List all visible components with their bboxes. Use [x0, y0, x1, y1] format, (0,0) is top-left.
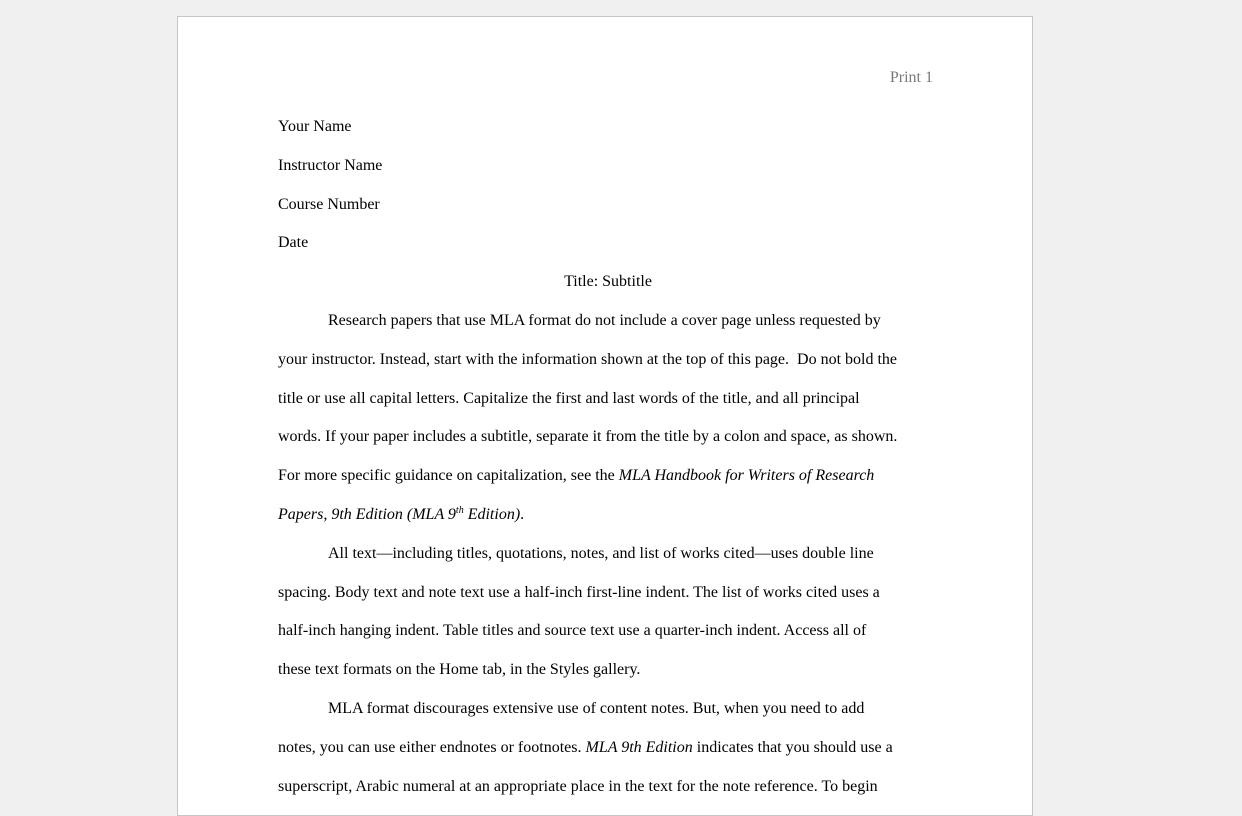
paragraph-line [278, 466, 938, 505]
document-body[interactable] [278, 117, 938, 815]
text-run: indicates that you should use a [692, 738, 893, 756]
text-run: For more specific guidance on capitalization, see the [278, 467, 619, 485]
course-number: Course Number [278, 195, 380, 213]
paragraph-line: Research papers that use MLA format do not include a cover page unless requested by [328, 311, 881, 329]
text-run: Edition) [463, 505, 521, 523]
running-head: Print 1 [889, 69, 933, 86]
paragraph-line: half-inch hanging indent. Table titles and source text use a quarter-inch indent. Access all of [278, 622, 867, 640]
italic-title: MLA 9th Edition [585, 738, 693, 756]
student-name: Your Name [278, 118, 352, 135]
paragraph-line [278, 738, 938, 777]
instructor-name: Instructor Name [278, 156, 383, 174]
paper-title: Title: Subtitle [564, 273, 652, 291]
paragraph-2 [278, 544, 938, 699]
superscript: th [455, 504, 464, 516]
paragraph-line: MLA format discourages extensive use of content notes. But, when you need to add [328, 699, 865, 717]
paragraph-1 [278, 311, 938, 544]
paragraph-line: superscript, Arabic numeral at an appropriate place in the text for the note reference. To begin [278, 777, 878, 795]
paragraph-line [278, 505, 938, 544]
paragraph-line: words. If your paper includes a subtitle, separate it from the title by a colon and space, as shown. [278, 428, 898, 446]
paragraph-line: these text formats on the Home tab, in the Styles gallery. [278, 661, 641, 679]
paragraph-line: your instructor. Instead, start with the information shown at the top of this page. Do not bold the [278, 350, 898, 368]
paragraph-3 [278, 699, 938, 815]
text-run: Papers, 9th Edition (MLA 9 [278, 505, 456, 523]
paragraph-line: spacing. Body text and note text use a half-inch first-line indent. The list of works cited uses a [278, 583, 880, 601]
italic-title: MLA Handbook for Writers of Research [618, 467, 875, 485]
document-page [177, 16, 1033, 816]
text-run: notes, you can use either endnotes or footnotes. [278, 738, 586, 756]
paragraph-line: title or use all capital letters. Capitalize the first and last words of the title, and all principal [278, 389, 860, 407]
date: Date [278, 234, 309, 252]
paragraph-line: All text—including titles, quotations, notes, and list of works cited—uses double line [328, 544, 874, 562]
italic-title [278, 506, 520, 523]
text-run: . [520, 505, 525, 523]
